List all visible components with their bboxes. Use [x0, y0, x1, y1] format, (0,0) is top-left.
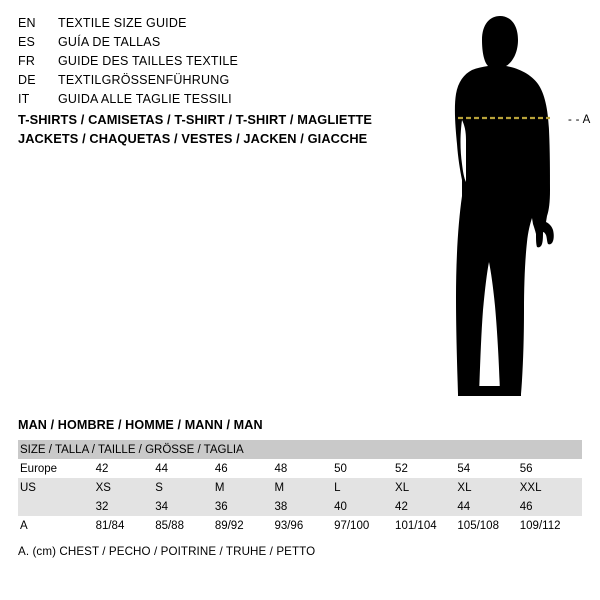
language-title: GUIDE DES TAILLES TEXTILE [58, 54, 239, 68]
table-cell: S [155, 478, 215, 497]
table-cell: 40 [334, 497, 395, 516]
table-cell: 85/88 [155, 516, 215, 535]
table-cell: 32 [96, 497, 156, 516]
table-cell: 50 [334, 459, 395, 478]
language-code: IT [18, 92, 30, 106]
table-cell: 42 [96, 459, 156, 478]
language-list [18, 16, 398, 111]
language-code: DE [18, 73, 36, 87]
table-cell: XL [395, 478, 457, 497]
table-cell: 89/92 [215, 516, 275, 535]
category-tshirts: T-SHIRTS / CAMISETAS / T-SHIRT / T-SHIRT / MAGLIETTE [18, 112, 373, 127]
table-cell: 36 [215, 497, 275, 516]
language-title: GUIDA ALLE TAGLIE TESSILI [58, 92, 232, 106]
table-cell: 44 [457, 497, 519, 516]
language-code: EN [18, 16, 36, 30]
table-cell: 34 [155, 497, 215, 516]
man-section-header: MAN / HOMBRE / HOMME / MANN / MAN [18, 418, 263, 432]
language-title: TEXTILGRÖSSENFÜHRUNG [58, 73, 230, 87]
table-cell: 42 [395, 497, 457, 516]
table-cell: XL [457, 478, 519, 497]
size-table [18, 440, 582, 535]
chest-measure-line [400, 10, 600, 410]
table-cell: 46 [215, 459, 275, 478]
table-cell: 38 [274, 497, 334, 516]
table-header-row [18, 440, 582, 459]
table-row [18, 478, 582, 497]
table-cell: 101/104 [395, 516, 457, 535]
table-cell: M [215, 478, 275, 497]
table-cell: 93/96 [274, 516, 334, 535]
category-jackets: JACKETS / CHAQUETAS / VESTES / JACKEN / GIACCHE [18, 131, 368, 146]
table-cell: 54 [457, 459, 519, 478]
table-cell: 52 [395, 459, 457, 478]
table-cell: 105/108 [457, 516, 519, 535]
table-cell: 56 [520, 459, 582, 478]
language-row [18, 73, 398, 92]
language-row [18, 92, 398, 111]
table-cell: XS [96, 478, 156, 497]
male-silhouette-figure [400, 10, 600, 410]
table-cell: 48 [274, 459, 334, 478]
table-row [18, 516, 582, 535]
language-row [18, 35, 398, 54]
row-label [18, 497, 96, 516]
table-cell: 109/112 [520, 516, 582, 535]
language-row [18, 16, 398, 35]
measurement-footnote: A. (cm) CHEST / PECHO / POITRINE / TRUHE / PETTO [18, 545, 316, 558]
language-title: TEXTILE SIZE GUIDE [58, 16, 187, 30]
table-row [18, 459, 582, 478]
row-label: US [18, 478, 96, 497]
table-cell: M [274, 478, 334, 497]
table-cell: L [334, 478, 395, 497]
table-cell: 81/84 [96, 516, 156, 535]
language-title: GUÍA DE TALLAS [58, 35, 161, 49]
table-cell: 46 [520, 497, 582, 516]
table-row [18, 497, 582, 516]
table-cell: 44 [155, 459, 215, 478]
table-cell: 97/100 [334, 516, 395, 535]
table-cell: XXL [520, 478, 582, 497]
language-row [18, 54, 398, 73]
category-list [18, 110, 418, 148]
language-code: ES [18, 35, 36, 49]
row-label: A [18, 516, 96, 535]
chest-measure-label: - - A [568, 114, 591, 126]
row-label: Europe [18, 459, 96, 478]
language-code: FR [18, 54, 36, 68]
table-header-label: SIZE / TALLA / TAILLE / GRÖSSE / TAGLIA [18, 440, 582, 459]
